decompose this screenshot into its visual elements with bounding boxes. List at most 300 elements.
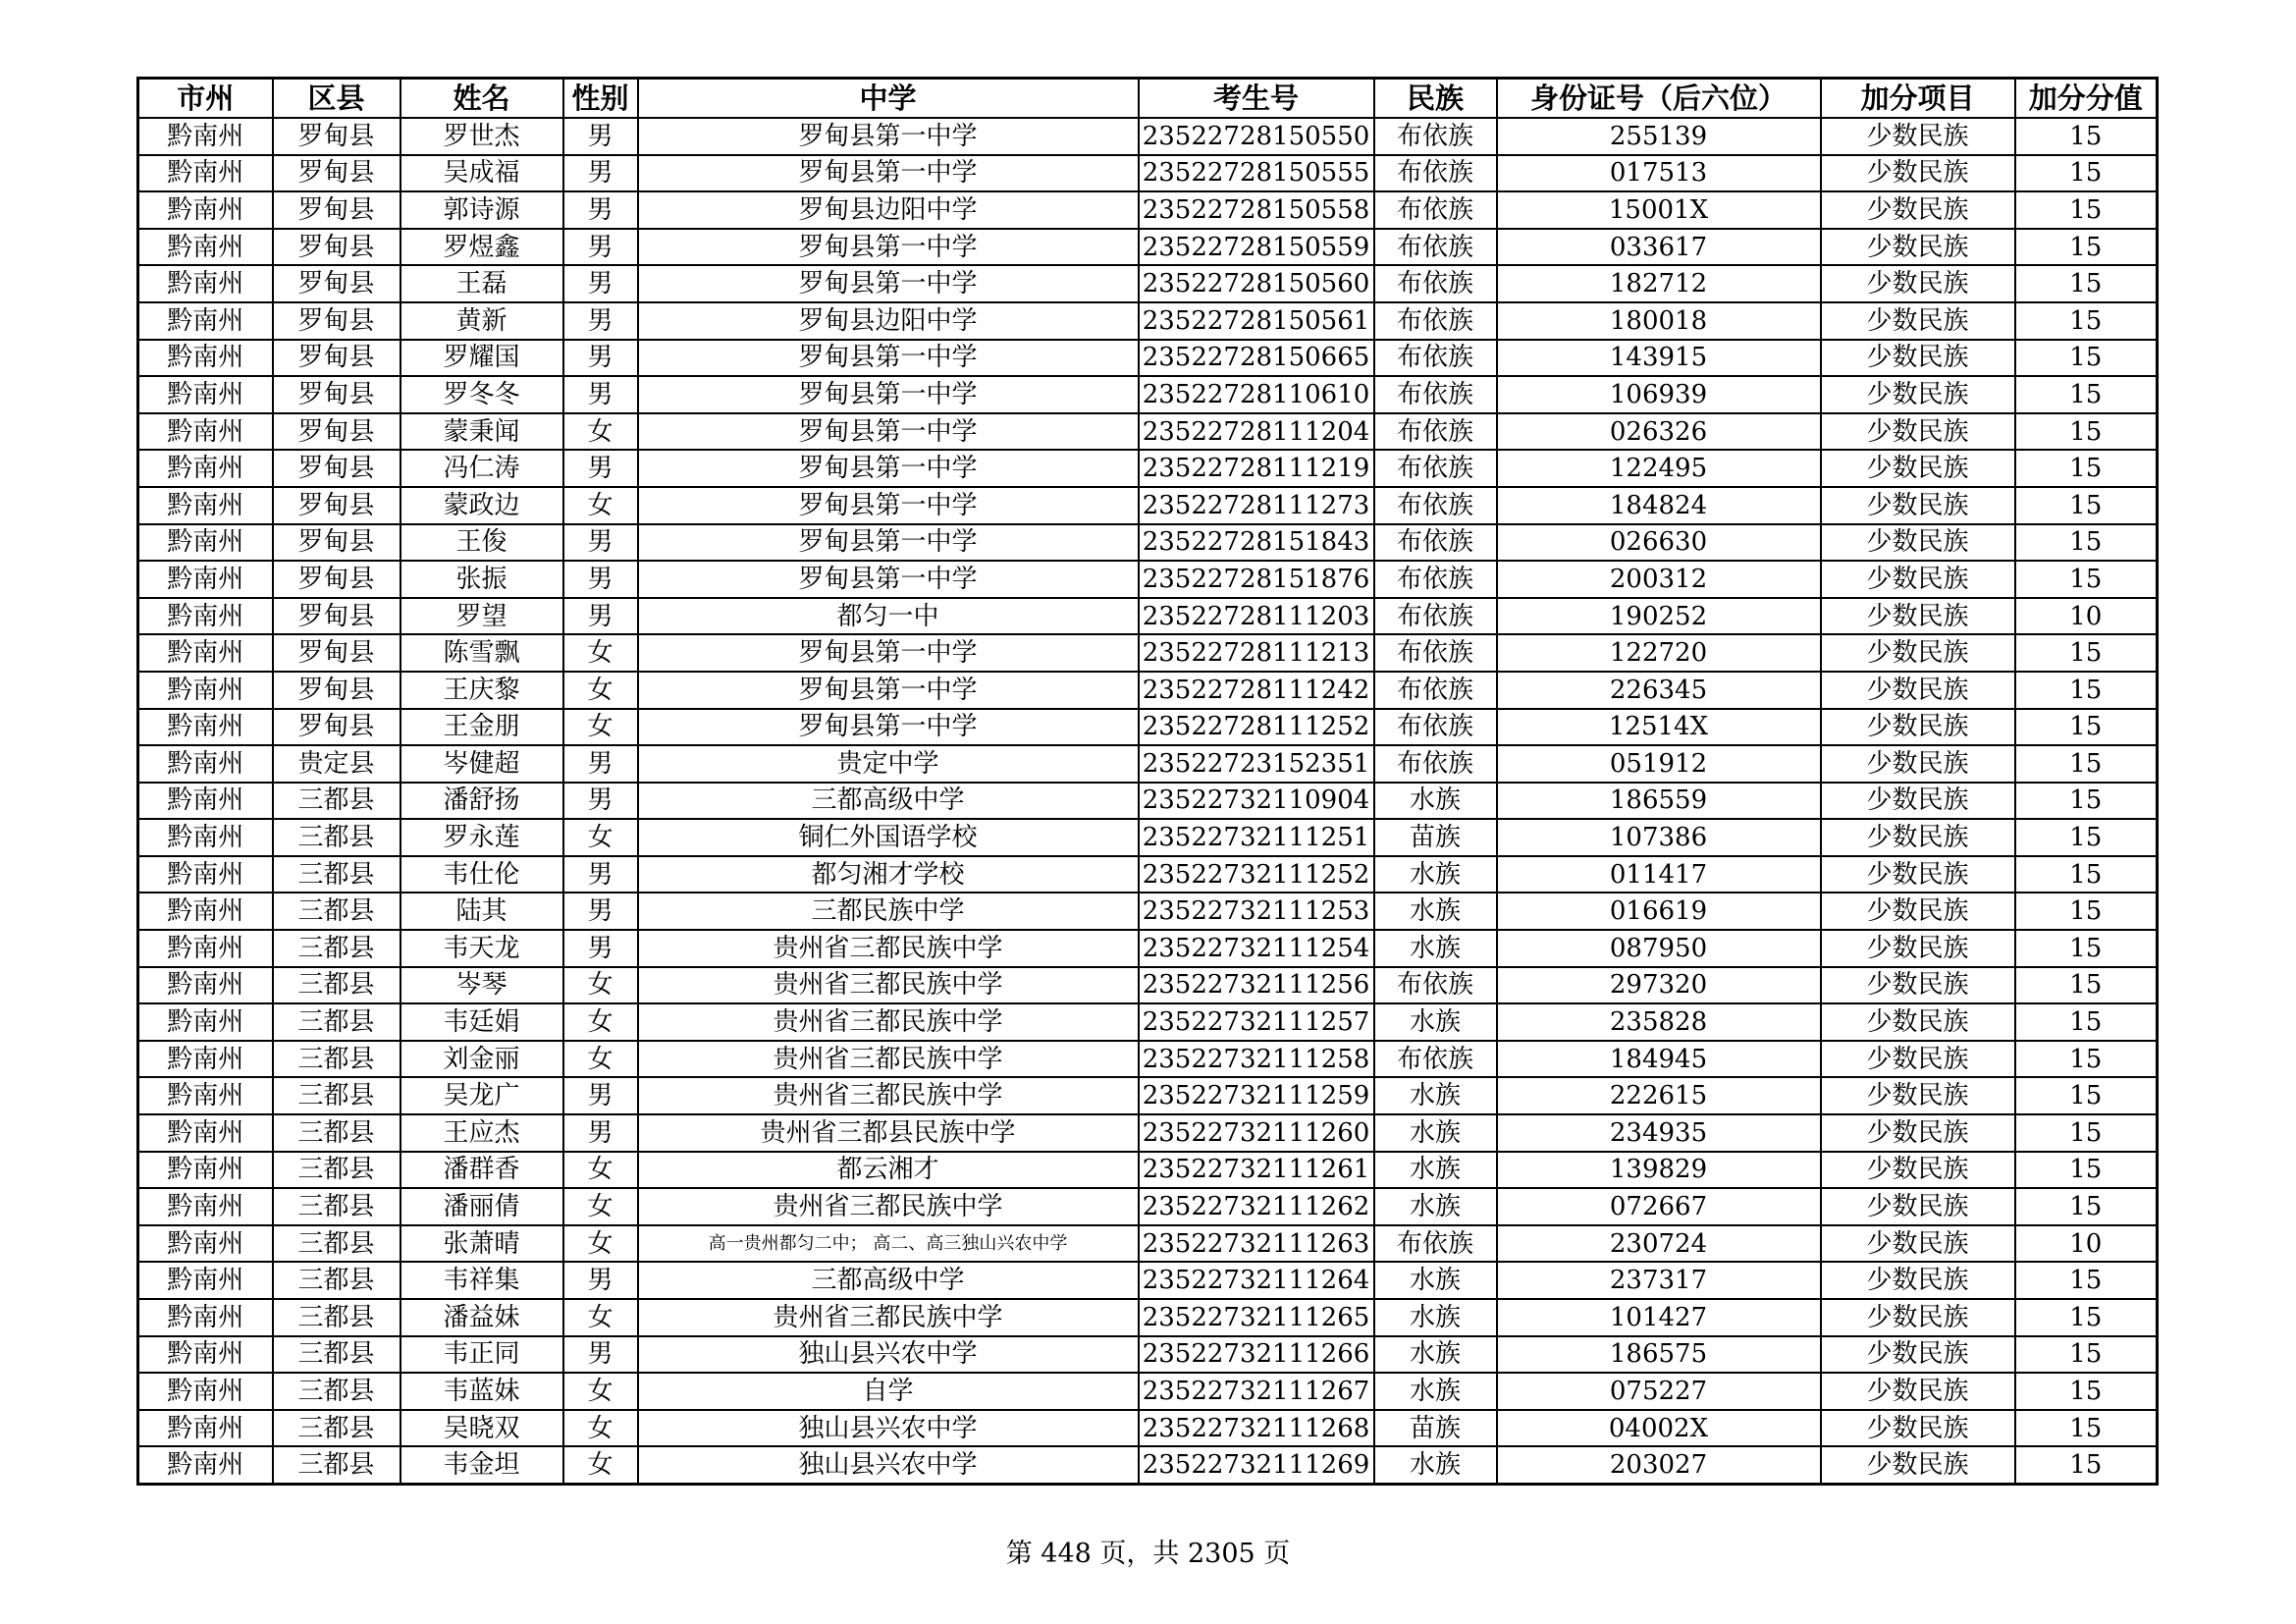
table-row: [138, 1373, 2158, 1410]
cell-city: 黔南州: [138, 265, 273, 302]
cell-bonus-value: 15: [2015, 561, 2158, 598]
page-number: 第 448 页，共 2305 页: [1005, 1539, 1291, 1569]
cell-school: 罗甸县边阳中学: [638, 191, 1139, 229]
cell-city: 黔南州: [138, 1188, 273, 1225]
cell-gender: 男: [563, 191, 638, 229]
cell-exam-id: 23522732110904: [1139, 783, 1374, 820]
cell-exam-id: 23522728150550: [1139, 118, 1374, 155]
cell-bonus-item: 少数民族: [1821, 930, 2015, 967]
cell-bonus-item: 少数民族: [1821, 155, 2015, 192]
cell-ethnicity: 水族: [1374, 1299, 1497, 1336]
header-ethnicity: 民族: [1374, 79, 1497, 119]
cell-county: 三都县: [273, 967, 400, 1004]
table-row: [138, 340, 2158, 377]
cell-county: 罗甸县: [273, 376, 400, 413]
cell-school: 罗甸县第一中学: [638, 413, 1139, 451]
cell-name: 吴晓双: [400, 1410, 563, 1447]
cell-school: 罗甸县第一中学: [638, 672, 1139, 709]
cell-school: 三都高级中学: [638, 783, 1139, 820]
cell-id-last-six: 297320: [1497, 967, 1821, 1004]
header-county: 区县: [273, 79, 400, 119]
cell-city: 黔南州: [138, 340, 273, 377]
cell-name: 王金朋: [400, 709, 563, 746]
cell-school: 都云湘才: [638, 1152, 1139, 1189]
cell-school: 罗甸县第一中学: [638, 561, 1139, 598]
cell-bonus-item: 少数民族: [1821, 413, 2015, 451]
cell-bonus-item: 少数民族: [1821, 1003, 2015, 1041]
cell-name: 潘丽倩: [400, 1188, 563, 1225]
cell-id-last-six: 226345: [1497, 672, 1821, 709]
cell-school: 高一贵州都匀二中； 高二、高三独山兴农中学: [638, 1225, 1139, 1263]
cell-ethnicity: 水族: [1374, 1114, 1497, 1152]
cell-exam-id: 23522728111273: [1139, 487, 1374, 524]
cell-id-last-six: 033617: [1497, 229, 1821, 266]
cell-city: 黔南州: [138, 819, 273, 856]
cell-city: 黔南州: [138, 930, 273, 967]
cell-county: 三都县: [273, 1262, 400, 1299]
cell-school: 罗甸县第一中学: [638, 709, 1139, 746]
table-row: [138, 1077, 2158, 1114]
cell-bonus-value: 15: [2015, 634, 2158, 672]
table-row: [138, 229, 2158, 266]
cell-school: 独山县兴农中学: [638, 1410, 1139, 1447]
cell-exam-id: 23522732111251: [1139, 819, 1374, 856]
cell-id-last-six: 234935: [1497, 1114, 1821, 1152]
table-row: [138, 1041, 2158, 1078]
cell-county: 三都县: [273, 1077, 400, 1114]
cell-ethnicity: 水族: [1374, 1373, 1497, 1410]
cell-ethnicity: 布依族: [1374, 487, 1497, 524]
cell-school: 三都民族中学: [638, 893, 1139, 930]
cell-bonus-item: 少数民族: [1821, 229, 2015, 266]
cell-gender: 男: [563, 1077, 638, 1114]
cell-city: 黔南州: [138, 487, 273, 524]
cell-ethnicity: 布依族: [1374, 229, 1497, 266]
cell-bonus-item: 少数民族: [1821, 819, 2015, 856]
cell-city: 黔南州: [138, 1410, 273, 1447]
cell-ethnicity: 水族: [1374, 1446, 1497, 1484]
cell-id-last-six: 184824: [1497, 487, 1821, 524]
cell-bonus-value: 15: [2015, 967, 2158, 1004]
cell-bonus-item: 少数民族: [1821, 1446, 2015, 1484]
cell-id-last-six: 026630: [1497, 524, 1821, 562]
cell-name: 郭诗源: [400, 191, 563, 229]
cell-bonus-item: 少数民族: [1821, 967, 2015, 1004]
cell-id-last-six: 237317: [1497, 1262, 1821, 1299]
table-row: [138, 524, 2158, 562]
cell-gender: 男: [563, 1114, 638, 1152]
cell-name: 韦仕伦: [400, 856, 563, 893]
cell-school: 铜仁外国语学校: [638, 819, 1139, 856]
cell-ethnicity: 布依族: [1374, 265, 1497, 302]
cell-exam-id: 23522732111266: [1139, 1336, 1374, 1374]
cell-name: 韦金坦: [400, 1446, 563, 1484]
cell-school: 独山县兴农中学: [638, 1336, 1139, 1374]
cell-exam-id: 23522728111204: [1139, 413, 1374, 451]
cell-ethnicity: 布依族: [1374, 1225, 1497, 1263]
cell-id-last-six: 107386: [1497, 819, 1821, 856]
table-row: [138, 450, 2158, 487]
table-row: [138, 1152, 2158, 1189]
cell-county: 三都县: [273, 1410, 400, 1447]
cell-bonus-item: 少数民族: [1821, 1225, 2015, 1263]
cell-school: 罗甸县第一中学: [638, 155, 1139, 192]
cell-bonus-value: 15: [2015, 672, 2158, 709]
cell-bonus-item: 少数民族: [1821, 856, 2015, 893]
cell-county: 罗甸县: [273, 302, 400, 340]
cell-school: 贵定中学: [638, 745, 1139, 783]
cell-ethnicity: 水族: [1374, 930, 1497, 967]
cell-gender: 男: [563, 265, 638, 302]
cell-ethnicity: 布依族: [1374, 672, 1497, 709]
cell-gender: 女: [563, 1041, 638, 1078]
cell-name: 罗世杰: [400, 118, 563, 155]
cell-ethnicity: 水族: [1374, 1077, 1497, 1114]
cell-exam-id: 23522728150560: [1139, 265, 1374, 302]
cell-gender: 男: [563, 302, 638, 340]
cell-name: 潘舒扬: [400, 783, 563, 820]
cell-county: 三都县: [273, 1373, 400, 1410]
table-row: [138, 118, 2158, 155]
cell-exam-id: 23522732111259: [1139, 1077, 1374, 1114]
cell-city: 黔南州: [138, 118, 273, 155]
cell-bonus-value: 15: [2015, 487, 2158, 524]
cell-ethnicity: 水族: [1374, 783, 1497, 820]
cell-ethnicity: 布依族: [1374, 450, 1497, 487]
table-row: [138, 598, 2158, 635]
cell-bonus-value: 15: [2015, 155, 2158, 192]
cell-bonus-value: 15: [2015, 265, 2158, 302]
cell-county: 贵定县: [273, 745, 400, 783]
cell-bonus-value: 15: [2015, 450, 2158, 487]
cell-school: 都匀一中: [638, 598, 1139, 635]
cell-id-last-six: 016619: [1497, 893, 1821, 930]
table-row: [138, 1188, 2158, 1225]
cell-bonus-value: 15: [2015, 340, 2158, 377]
cell-bonus-value: 15: [2015, 856, 2158, 893]
cell-school: 贵州省三都民族中学: [638, 967, 1139, 1004]
cell-bonus-value: 15: [2015, 1446, 2158, 1484]
cell-city: 黔南州: [138, 1077, 273, 1114]
table-row: [138, 1446, 2158, 1484]
cell-ethnicity: 布依族: [1374, 1041, 1497, 1078]
cell-exam-id: 23522728151876: [1139, 561, 1374, 598]
cell-id-last-six: 026326: [1497, 413, 1821, 451]
header-exam-id: 考生号: [1139, 79, 1374, 119]
cell-city: 黔南州: [138, 450, 273, 487]
cell-exam-id: 23522728150561: [1139, 302, 1374, 340]
cell-county: 三都县: [273, 930, 400, 967]
cell-bonus-value: 10: [2015, 1225, 2158, 1263]
cell-gender: 女: [563, 487, 638, 524]
cell-county: 罗甸县: [273, 118, 400, 155]
cell-bonus-item: 少数民族: [1821, 302, 2015, 340]
cell-bonus-value: 15: [2015, 191, 2158, 229]
cell-id-last-six: 106939: [1497, 376, 1821, 413]
cell-city: 黔南州: [138, 1446, 273, 1484]
cell-gender: 女: [563, 967, 638, 1004]
cell-ethnicity: 布依族: [1374, 709, 1497, 746]
cell-gender: 男: [563, 229, 638, 266]
cell-ethnicity: 水族: [1374, 1188, 1497, 1225]
cell-bonus-value: 15: [2015, 1373, 2158, 1410]
cell-county: 罗甸县: [273, 340, 400, 377]
cell-city: 黔南州: [138, 1114, 273, 1152]
cell-id-last-six: 122720: [1497, 634, 1821, 672]
cell-gender: 男: [563, 930, 638, 967]
cell-county: 三都县: [273, 1003, 400, 1041]
cell-bonus-value: 15: [2015, 1152, 2158, 1189]
cell-bonus-value: 15: [2015, 229, 2158, 266]
cell-ethnicity: 水族: [1374, 1003, 1497, 1041]
table-row: [138, 155, 2158, 192]
cell-gender: 男: [563, 745, 638, 783]
cell-county: 罗甸县: [273, 634, 400, 672]
cell-ethnicity: 苗族: [1374, 1410, 1497, 1447]
table-row: [138, 265, 2158, 302]
cell-gender: 女: [563, 819, 638, 856]
cell-gender: 女: [563, 1225, 638, 1263]
header-row: [138, 79, 2158, 119]
cell-school: 罗甸县第一中学: [638, 524, 1139, 562]
table-row: [138, 709, 2158, 746]
cell-bonus-value: 15: [2015, 524, 2158, 562]
cell-school: 罗甸县第一中学: [638, 229, 1139, 266]
cell-ethnicity: 布依族: [1374, 745, 1497, 783]
cell-county: 罗甸县: [273, 487, 400, 524]
cell-county: 罗甸县: [273, 450, 400, 487]
cell-name: 蒙政边: [400, 487, 563, 524]
cell-county: 三都县: [273, 856, 400, 893]
cell-id-last-six: 200312: [1497, 561, 1821, 598]
cell-city: 黔南州: [138, 376, 273, 413]
cell-name: 张萧晴: [400, 1225, 563, 1263]
cell-name: 刘金丽: [400, 1041, 563, 1078]
cell-gender: 男: [563, 524, 638, 562]
cell-school: 三都高级中学: [638, 1262, 1139, 1299]
cell-id-last-six: 072667: [1497, 1188, 1821, 1225]
cell-gender: 女: [563, 1003, 638, 1041]
cell-school: 罗甸县边阳中学: [638, 302, 1139, 340]
cell-county: 三都县: [273, 1299, 400, 1336]
cell-name: 韦蓝妹: [400, 1373, 563, 1410]
cell-bonus-item: 少数民族: [1821, 893, 2015, 930]
cell-county: 罗甸县: [273, 265, 400, 302]
cell-gender: 女: [563, 634, 638, 672]
cell-county: 三都县: [273, 1152, 400, 1189]
cell-exam-id: 23522728151843: [1139, 524, 1374, 562]
cell-bonus-item: 少数民族: [1821, 561, 2015, 598]
cell-gender: 女: [563, 1446, 638, 1484]
cell-gender: 女: [563, 1373, 638, 1410]
cell-bonus-value: 15: [2015, 745, 2158, 783]
cell-bonus-item: 少数民族: [1821, 340, 2015, 377]
cell-name: 黄新: [400, 302, 563, 340]
cell-bonus-item: 少数民族: [1821, 709, 2015, 746]
cell-school: 罗甸县第一中学: [638, 450, 1139, 487]
table-row: [138, 487, 2158, 524]
cell-city: 黔南州: [138, 783, 273, 820]
cell-bonus-item: 少数民族: [1821, 1077, 2015, 1114]
cell-exam-id: 23522732111261: [1139, 1152, 1374, 1189]
cell-id-last-six: 122495: [1497, 450, 1821, 487]
cell-bonus-item: 少数民族: [1821, 1041, 2015, 1078]
cell-name: 王庆黎: [400, 672, 563, 709]
cell-ethnicity: 水族: [1374, 893, 1497, 930]
cell-bonus-item: 少数民族: [1821, 450, 2015, 487]
cell-ethnicity: 布依族: [1374, 634, 1497, 672]
cell-city: 黔南州: [138, 1152, 273, 1189]
cell-name: 韦正同: [400, 1336, 563, 1374]
cell-bonus-value: 15: [2015, 709, 2158, 746]
cell-ethnicity: 布依族: [1374, 376, 1497, 413]
cell-gender: 女: [563, 1152, 638, 1189]
cell-gender: 男: [563, 450, 638, 487]
cell-gender: 男: [563, 783, 638, 820]
cell-exam-id: 23522728150665: [1139, 340, 1374, 377]
cell-bonus-item: 少数民族: [1821, 783, 2015, 820]
cell-name: 岑健超: [400, 745, 563, 783]
table-row: [138, 967, 2158, 1004]
cell-county: 三都县: [273, 1188, 400, 1225]
cell-bonus-value: 15: [2015, 1077, 2158, 1114]
cell-ethnicity: 布依族: [1374, 598, 1497, 635]
cell-county: 三都县: [273, 783, 400, 820]
cell-id-last-six: 051912: [1497, 745, 1821, 783]
cell-city: 黔南州: [138, 893, 273, 930]
cell-city: 黔南州: [138, 967, 273, 1004]
cell-name: 王磊: [400, 265, 563, 302]
table-row: [138, 1336, 2158, 1374]
cell-exam-id: 23522732111253: [1139, 893, 1374, 930]
cell-bonus-item: 少数民族: [1821, 1188, 2015, 1225]
cell-id-last-six: 011417: [1497, 856, 1821, 893]
cell-bonus-item: 少数民族: [1821, 376, 2015, 413]
cell-exam-id: 23522732111269: [1139, 1446, 1374, 1484]
cell-exam-id: 23522732111267: [1139, 1373, 1374, 1410]
cell-school: 贵州省三都民族中学: [638, 1003, 1139, 1041]
header-school: 中学: [638, 79, 1139, 119]
cell-county: 三都县: [273, 1225, 400, 1263]
cell-gender: 男: [563, 1336, 638, 1374]
cell-county: 罗甸县: [273, 229, 400, 266]
cell-county: 三都县: [273, 1446, 400, 1484]
cell-school: 罗甸县第一中学: [638, 340, 1139, 377]
table-row: [138, 1003, 2158, 1041]
cell-id-last-six: 182712: [1497, 265, 1821, 302]
cell-id-last-six: 222615: [1497, 1077, 1821, 1114]
table-row: [138, 376, 2158, 413]
cell-exam-id: 23522732111264: [1139, 1262, 1374, 1299]
cell-city: 黔南州: [138, 229, 273, 266]
table-row: [138, 819, 2158, 856]
header-name: 姓名: [400, 79, 563, 119]
cell-ethnicity: 水族: [1374, 856, 1497, 893]
cell-city: 黔南州: [138, 745, 273, 783]
cell-id-last-six: 15001X: [1497, 191, 1821, 229]
cell-bonus-item: 少数民族: [1821, 524, 2015, 562]
cell-name: 陈雪飘: [400, 634, 563, 672]
cell-gender: 男: [563, 155, 638, 192]
cell-name: 韦天龙: [400, 930, 563, 967]
cell-gender: 男: [563, 598, 638, 635]
cell-school: 贵州省三都民族中学: [638, 930, 1139, 967]
cell-ethnicity: 布依族: [1374, 561, 1497, 598]
cell-id-last-six: 186559: [1497, 783, 1821, 820]
cell-id-last-six: 075227: [1497, 1373, 1821, 1410]
table-row: [138, 783, 2158, 820]
cell-city: 黔南州: [138, 598, 273, 635]
cell-gender: 女: [563, 1299, 638, 1336]
cell-school: 罗甸县第一中学: [638, 376, 1139, 413]
cell-county: 三都县: [273, 1336, 400, 1374]
cell-bonus-value: 15: [2015, 302, 2158, 340]
cell-county: 罗甸县: [273, 155, 400, 192]
cell-gender: 男: [563, 118, 638, 155]
cell-city: 黔南州: [138, 1336, 273, 1374]
cell-name: 罗永莲: [400, 819, 563, 856]
cell-id-last-six: 04002X: [1497, 1410, 1821, 1447]
cell-city: 黔南州: [138, 191, 273, 229]
cell-county: 罗甸县: [273, 413, 400, 451]
cell-bonus-value: 15: [2015, 930, 2158, 967]
cell-gender: 女: [563, 1188, 638, 1225]
cell-bonus-item: 少数民族: [1821, 1410, 2015, 1447]
cell-gender: 女: [563, 709, 638, 746]
cell-school: 罗甸县第一中学: [638, 265, 1139, 302]
cell-id-last-six: 203027: [1497, 1446, 1821, 1484]
bonus-points-table: [136, 77, 2159, 1486]
header-gender: 性别: [563, 79, 638, 119]
cell-gender: 男: [563, 893, 638, 930]
cell-bonus-item: 少数民族: [1821, 118, 2015, 155]
cell-city: 黔南州: [138, 561, 273, 598]
cell-city: 黔南州: [138, 672, 273, 709]
cell-id-last-six: 184945: [1497, 1041, 1821, 1078]
cell-bonus-value: 15: [2015, 118, 2158, 155]
cell-id-last-six: 255139: [1497, 118, 1821, 155]
cell-ethnicity: 布依族: [1374, 340, 1497, 377]
cell-bonus-item: 少数民族: [1821, 1114, 2015, 1152]
header-bonus-value: 加分分值: [2015, 79, 2158, 119]
cell-bonus-value: 15: [2015, 1410, 2158, 1447]
cell-bonus-value: 15: [2015, 893, 2158, 930]
cell-ethnicity: 水族: [1374, 1336, 1497, 1374]
cell-city: 黔南州: [138, 709, 273, 746]
cell-id-last-six: 017513: [1497, 155, 1821, 192]
cell-bonus-value: 15: [2015, 1041, 2158, 1078]
table-row: [138, 191, 2158, 229]
table-row: [138, 893, 2158, 930]
cell-gender: 男: [563, 856, 638, 893]
cell-city: 黔南州: [138, 634, 273, 672]
cell-bonus-value: 15: [2015, 1188, 2158, 1225]
cell-name: 韦祥集: [400, 1262, 563, 1299]
cell-name: 潘群香: [400, 1152, 563, 1189]
table-row: [138, 1262, 2158, 1299]
cell-name: 潘益妹: [400, 1299, 563, 1336]
cell-ethnicity: 水族: [1374, 1152, 1497, 1189]
cell-id-last-six: 190252: [1497, 598, 1821, 635]
cell-bonus-value: 15: [2015, 1299, 2158, 1336]
table-row: [138, 856, 2158, 893]
cell-city: 黔南州: [138, 1262, 273, 1299]
table-row: [138, 1410, 2158, 1447]
cell-county: 罗甸县: [273, 598, 400, 635]
cell-name: 吴龙广: [400, 1077, 563, 1114]
cell-bonus-value: 15: [2015, 1262, 2158, 1299]
cell-id-last-six: 143915: [1497, 340, 1821, 377]
